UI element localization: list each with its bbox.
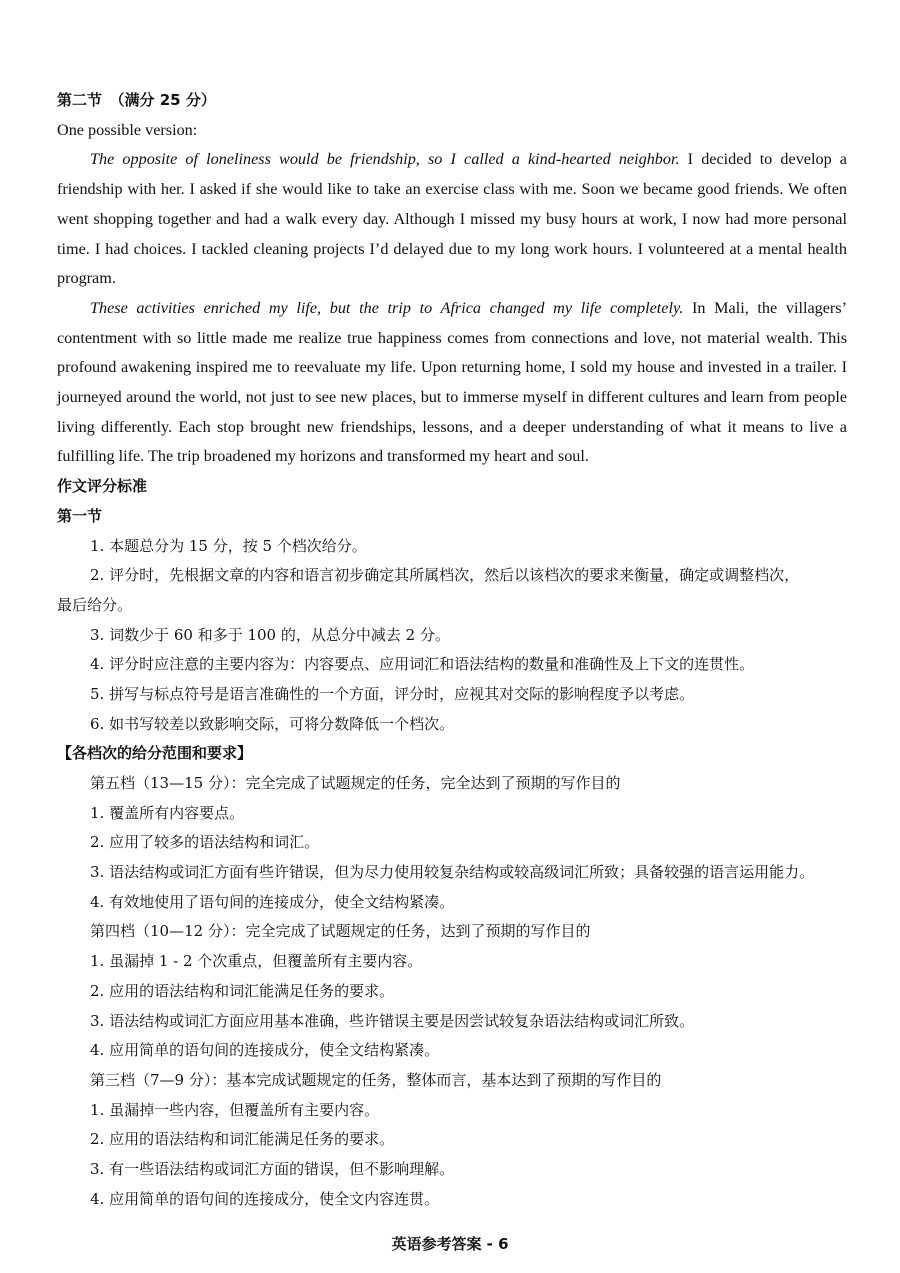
essay-paragraph-1 [57, 145, 847, 294]
section2-heading: 第二节 （满分 25 分） [57, 91, 216, 109]
level-point: 4. 应用简单的语句间的连接成分，使全文内容连贯。 [90, 1189, 440, 1208]
criteria-item-continuation: 最后给分。 [57, 595, 133, 614]
level-point: 2. 应用的语法结构和词汇能满足任务的要求。 [90, 1130, 395, 1149]
level-point: 2. 应用了较多的语法结构和词汇。 [90, 833, 320, 852]
level-title: 第五档（13—15 分）：完全完成了试题规定的任务，完全达到了预期的写作目的 [90, 774, 621, 792]
level-point: 3. 语法结构或词汇方面应用基本准确，些许错误主要是因尝试较复杂语法结构或词汇所致。 [90, 1011, 695, 1030]
page-footer: 英语参考答案 - 6 [391, 1235, 509, 1253]
section1-heading: 第一节 [57, 506, 103, 525]
level-point: 4. 应用简单的语句间的连接成分，使全文结构紧凑。 [90, 1041, 440, 1060]
criteria-item: 5. 拼写与标点符号是语言准确性的一个方面，评分时，应视其对交际的影响程度予以考虑。 [90, 684, 695, 703]
essay-paragraph-2 [57, 294, 847, 472]
paragraph-1-body: I decided to develop a friendship with her. I asked if she would like to take an exercise class with me. Soon we became good friends. We often went shopping together and had a walk every day. Although I missed my busy hours at work, I now had more personal time. I had choices. I tackled cleaning projects I’d delayed due to my long work hours. I volunteered at a mental health program. [57, 150, 847, 288]
level-point: 1. 虽漏掉 1 - 2 个次重点，但覆盖所有主要内容。 [90, 952, 423, 971]
level-title: 第四档（10—12 分）：完全完成了试题规定的任务，达到了预期的写作目的 [90, 922, 591, 941]
paragraph-2-opening-sentence: These activities enriched my life, but the trip to Africa changed my life completely. [90, 298, 684, 317]
criteria-heading: 作文评分标准 [57, 477, 148, 496]
criteria-item: 6. 如书写较差以致影响交际，可将分数降低一个档次。 [90, 714, 455, 733]
level-point: 2. 应用的语法结构和词汇能满足任务的要求。 [90, 981, 395, 1000]
level-point: 4. 有效地使用了语句间的连接成分，使全文结构紧凑。 [90, 892, 455, 911]
paragraph-1-opening-sentence: The opposite of loneliness would be friendship, so I called a kind-hearted neighbor. [90, 150, 680, 169]
score-ranges-heading: 【各档次的给分范围和要求】 [57, 744, 253, 763]
level-point: 3. 语法结构或词汇方面有些许错误，但为尽力使用较复杂结构或较高级词汇所致；具备较强的语言运用能力。 [90, 863, 815, 882]
level-title: 第三档（7—9 分）：基本完成试题规定的任务，整体而言，基本达到了预期的写作目的 [90, 1070, 662, 1089]
criteria-item: 1. 本题总分为 15 分，按 5 个档次给分。 [90, 536, 367, 555]
level-point: 1. 覆盖所有内容要点。 [90, 803, 245, 822]
criteria-item: 4. 评分时应注意的主要内容为：内容要点、应用词汇和语法结构的数量和准确性及上下文的连贯性。 [90, 655, 755, 674]
answer-page [57, 86, 847, 1214]
level-point: 1. 虽漏掉一些内容，但覆盖所有主要内容。 [90, 1100, 380, 1119]
criteria-item: 2. 评分时，先根据文章的内容和语言初步确定其所属档次，然后以该档次的要求来衡量，确定或调整档次， [90, 566, 800, 585]
paragraph-2-body: In Mali, the villagers’ contentment with so little made me realize true happiness comes from connections and love, not material wealth. This profound awakening inspired me to reevaluate my life. Upon returning home, I sold my house and invested in a trailer. I journeyed around the world, not just to see new places, but to immerse myself in different cultures and learn from people living differently. Each stop brought new friendships, lessons, and a deeper understanding of what it means to live a fulfilling life. The trip broadened my horizons and transformed my heart and soul. [57, 298, 847, 466]
version-label: One possible version: [57, 120, 198, 139]
level-point: 3. 有一些语法结构或词汇方面的错误，但不影响理解。 [90, 1159, 455, 1178]
sample-essay [57, 116, 847, 472]
criteria-item: 3. 词数少于 60 和多于 100 的，从总分中减去 2 分。 [90, 625, 450, 644]
